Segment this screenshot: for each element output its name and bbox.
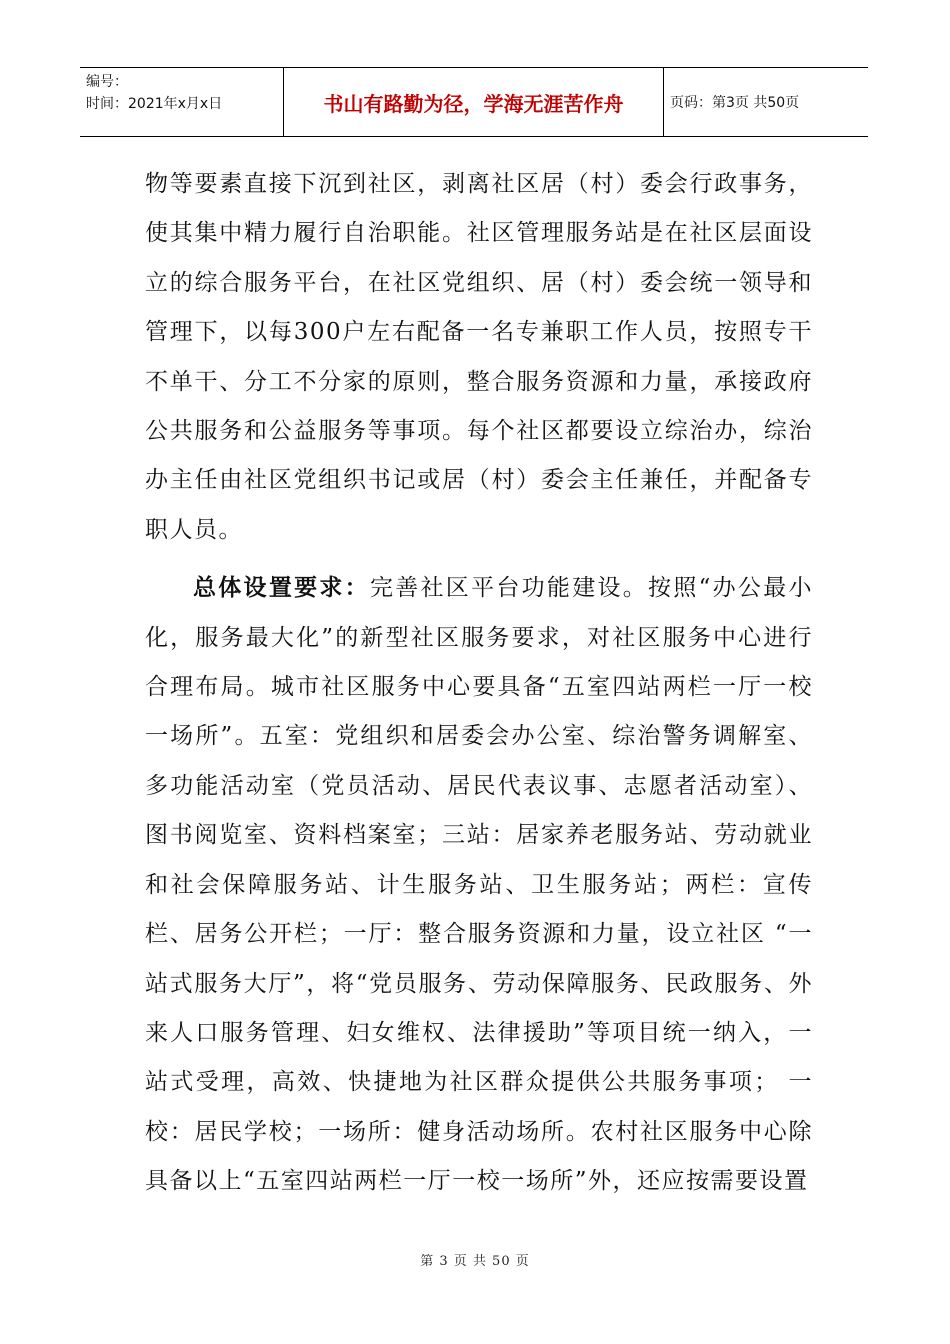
paragraph-text: 完善社区平台功能建设。按照“办公最小化，服务最大化”的新型社区服务要求，对社区服务中心进行合理布局。城市社区服务中心要具备“五室四站两栏一厅一校一场所”。五室：党组织和居委会办公室、综治警务调解室、多功能活动室（党员活动、居民代表议事、志愿者活动室）、图书阅览室、资料档案室；三站：居家养老服务站、劳动就业和社会保障服务站、计生服务站、卫生服务站；两栏：宣传栏、居务公开栏；一厅：整合服务资源和力量，设立社区 “一站式服务大厅”，将“党员服务、劳动保障服务、民政服务、外来人口服务管理、妇女维权、法律援助”等项目统一纳入，一站式受理，高效、快捷地为社区群众提供公共服务事项； 一校：居民学校；一场所：健身活动场所。农村社区服务中心除具备以上“五室四站两栏一厅一校一场所”外，还应按需要设置 [145,575,813,1195]
header-motto: 书山有路勤为径，学海无涯苦作舟 [284,68,664,136]
document-date: 时间：2021年x月x日 [86,96,223,112]
body-paragraph [145,563,813,1206]
document-header [80,67,868,137]
body-paragraph: 物等要素直接下沉到社区，剥离社区居（村）委会行政事务，使其集中精力履行自治职能。社区管理服务站是在社区层面设立的综合服务平台，在社区党组织、居（村）委会统一领导和管理下，以每300户左右配备一名专兼职工作人员，按照专干不单干、分工不分家的原则，整合服务资源和力量，承接政府公共服务和公益服务等事项。每个社区都要设立综治办，综治办主任由社区党组织书记或居（村）委会主任兼任，并配备专职人员。 [145,171,813,543]
header-page-code: 页码：第3页 共50页 [670,95,800,111]
page-footer: 第 3 页 共 50 页 [420,1254,530,1269]
paragraph-lead-heading: 总体设置要求： [193,574,370,602]
document-body [145,160,813,1207]
header-meta [80,68,284,136]
document-number-label: 编号： [86,74,128,90]
